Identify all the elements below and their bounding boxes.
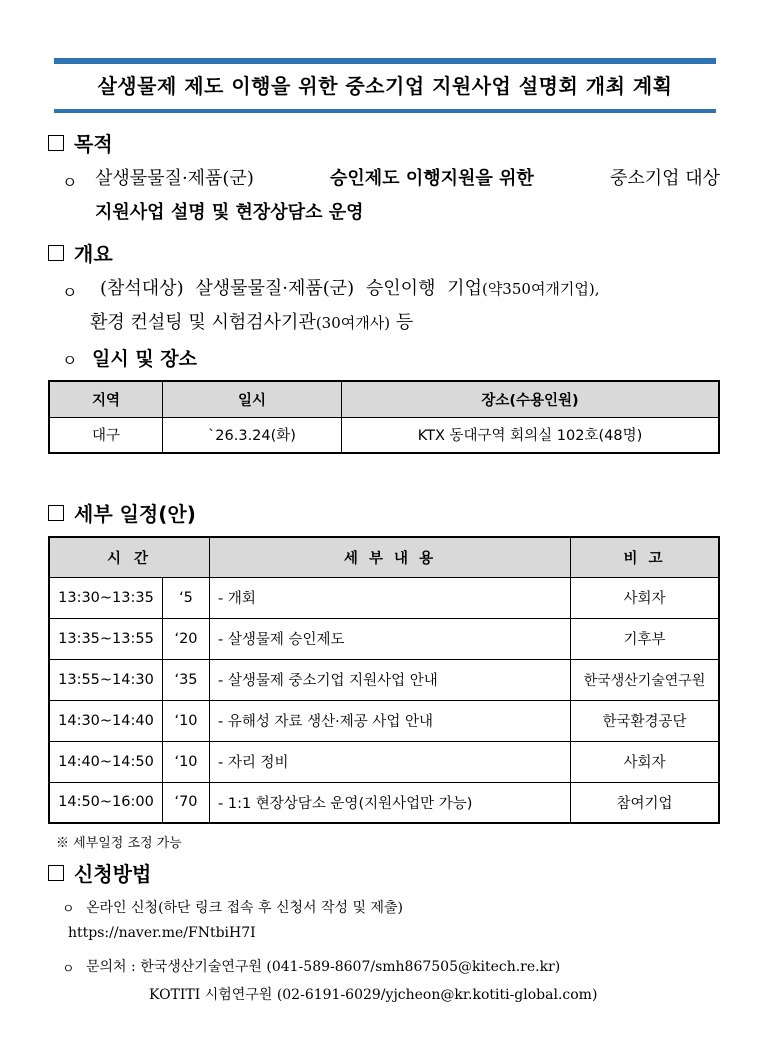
apply-heading (48, 858, 151, 887)
schedule-duration: ‘35 (163, 659, 210, 700)
schedule-note: 한국환경공단 (571, 700, 720, 741)
venue-table-header (49, 381, 719, 417)
apply-heading-text: 신청방법 (74, 862, 152, 886)
page-title: 살생물제 제도 이행을 위한 중소기업 지원사업 설명회 개최 계획 (97, 74, 673, 98)
venue-table (48, 380, 720, 454)
overview-line2-small: (30여개사) (315, 314, 391, 332)
venue-header-region: 지역 (49, 381, 163, 417)
schedule-duration: ‘10 (163, 700, 210, 741)
schedule-duration: ‘70 (163, 782, 210, 823)
schedule-heading (48, 498, 196, 527)
apply-link[interactable]: https://naver.me/FNtbiH7I (68, 925, 256, 941)
schedule-header-content: 세 부 내 용 (210, 537, 571, 577)
title-bottom-rule (54, 109, 716, 113)
purpose-text-b: 중소기업 대상 (609, 168, 720, 189)
schedule-table-header (49, 537, 719, 577)
schedule-content: - 1:1 현장상담소 운영(지원사업만 가능) (210, 782, 571, 823)
schedule-time: 13:35~13:55 (49, 618, 163, 659)
purpose-text-a: 살생물물질·제품(군) (95, 168, 254, 189)
contact-label: 문의처 : (86, 959, 141, 975)
schedule-note: 참여기업 (571, 782, 720, 823)
schedule-content: - 자리 정비 (210, 741, 571, 782)
title-banner (54, 58, 716, 113)
table-row (49, 700, 719, 741)
schedule-time: 14:30~14:40 (49, 700, 163, 741)
venue-header-place: 장소(수용인원) (342, 381, 720, 417)
purpose-heading-text: 목적 (74, 132, 113, 156)
purpose-text (95, 162, 720, 230)
overview-line1: (참석대상) 살생물물질·제품(군) 승인이행 기업 (100, 278, 482, 299)
venue-table-row (49, 417, 719, 453)
venue-region: 대구 (49, 417, 163, 453)
schedule-note: 사회자 (571, 741, 720, 782)
contact-kotiti: KOTITI 시험연구원 (02-6191-6029/yjcheon@kr.kotiti-global.com) (149, 987, 598, 1003)
apply-online: 온라인 신청(하단 링크 접속 후 신청서 작성 및 제출) (86, 900, 404, 916)
apply-contact (86, 956, 560, 976)
schedule-footnote: ※ 세부일정 조정 가능 (56, 836, 182, 851)
table-row (49, 577, 719, 618)
circle-bullet-icon: ㅇ (62, 351, 78, 370)
circle-bullet-icon: ㅇ (62, 902, 75, 917)
checkbox-square-icon (48, 865, 64, 881)
schedule-table (48, 536, 720, 824)
contact-kitech: 한국생산기술연구원 (041-589-8607/smh867505@kitech.re.kr) (140, 959, 561, 975)
schedule-content: - 살생물제 중소기업 지원사업 안내 (210, 659, 571, 700)
schedule-time: 14:40~14:50 (49, 741, 163, 782)
schedule-note: 기후부 (571, 618, 720, 659)
schedule-time: 13:55~14:30 (49, 659, 163, 700)
schedule-time: 13:30~13:35 (49, 577, 163, 618)
circle-bullet-icon: ㅇ (62, 283, 78, 302)
schedule-heading-text: 세부 일정(안) (74, 502, 196, 526)
purpose-heading (48, 128, 113, 157)
schedule-content: - 살생물제 승인제도 (210, 618, 571, 659)
purpose-line2: 지원사업 설명 및 현장상담소 운영 (95, 202, 364, 223)
venue-place: KTX 동대구역 회의실 102호(48명) (342, 417, 720, 453)
overview-line2-end: 등 (390, 312, 414, 333)
schedule-content: - 개회 (210, 577, 571, 618)
table-row (49, 782, 719, 823)
schedule-header-time: 시 간 (49, 537, 210, 577)
table-row (49, 659, 719, 700)
venue-header-date: 일시 (163, 381, 342, 417)
table-row (49, 741, 719, 782)
purpose-text-bold: 승인제도 이행지원을 위한 (330, 168, 534, 189)
checkbox-square-icon (48, 505, 64, 521)
circle-bullet-icon: ㅇ (62, 962, 75, 977)
overview-line1-small: (약350여개기업), (481, 280, 600, 298)
schedule-duration: ‘5 (163, 577, 210, 618)
datetime-place-heading: 일시 및 장소 (92, 348, 197, 370)
circle-bullet-icon: ㅇ (62, 173, 78, 192)
overview-text (90, 272, 722, 340)
overview-line2: 환경 컨설팅 및 시험검사기관 (90, 312, 316, 333)
schedule-header-note: 비 고 (571, 537, 720, 577)
schedule-content: - 유해성 자료 생산·제공 사업 안내 (210, 700, 571, 741)
overview-heading (48, 238, 113, 267)
schedule-duration: ‘10 (163, 741, 210, 782)
schedule-note: 사회자 (571, 577, 720, 618)
schedule-time: 14:50~16:00 (49, 782, 163, 823)
overview-heading-text: 개요 (74, 242, 113, 266)
table-row (49, 618, 719, 659)
schedule-duration: ‘20 (163, 618, 210, 659)
venue-date: `26.3.24(화) (163, 417, 342, 453)
checkbox-square-icon (48, 245, 64, 261)
schedule-note: 한국생산기술연구원 (571, 659, 720, 700)
checkbox-square-icon (48, 135, 64, 151)
